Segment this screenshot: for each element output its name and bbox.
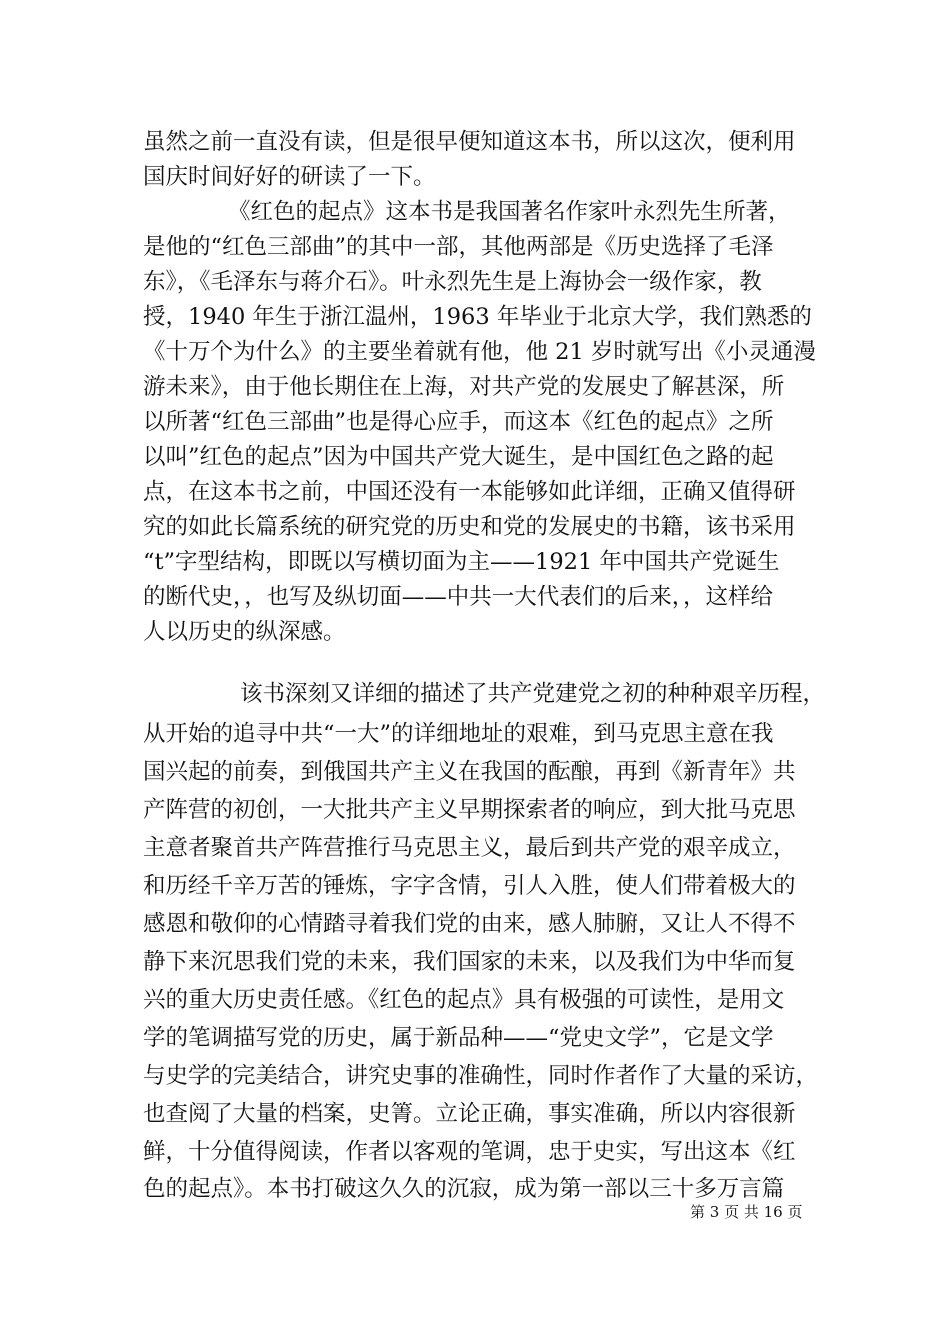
body-line: 点，在这本书之前，中国还没有一本能够如此详细，正确又值得研 xyxy=(143,479,796,505)
body-line: 人以历史的纵深感。 xyxy=(143,619,346,645)
body-line: 产阵营的初创，一大批共产主义早期探索者的响应，到大批马克思 xyxy=(143,797,796,823)
body-line: 虽然之前一直没有读，但是很早便知道这本书，所以这次，便利用 xyxy=(143,129,796,155)
body-line: 主意者聚首共产阵营推行马克思主义，最后到共产党的艰辛成立， xyxy=(143,835,796,861)
body-line: 东》，《毛泽东与蒋介石》。叶永烈先生是上海协会一级作家，教 xyxy=(143,269,762,295)
body-line: 色的起点》。本书打破这久久的沉寂，成为第一部以三十多万言篇 xyxy=(143,1176,785,1202)
body-line: 究的如此长篇系统的研究党的历史和党的发展史的书籍，该书采用 xyxy=(143,514,796,540)
body-line: 以叫”红色的起点”因为中国共产党大诞生，是中国红色之路的起 xyxy=(143,444,774,470)
body-line: 的断代史，，也写及纵切面——中共一大代表们的后来，，这样给 xyxy=(143,584,774,610)
body-line: 国庆时间好好的研读了一下。 xyxy=(143,164,436,190)
body-line: 兴的重大历史责任感。《红色的起点》具有极强的可读性，是用文 xyxy=(143,987,785,1013)
paragraph-start-line: 《红色的起点》这本书是我国著名作家叶永烈先生所著， xyxy=(228,199,791,225)
body-line: 鲜，十分值得阅读，作者以客观的笔调，忠于史实，写出这本《红 xyxy=(143,1139,796,1165)
body-line: 授，1940 年生于浙江温州，1963 年毕业于北京大学，我们熟悉的 xyxy=(143,304,812,330)
paragraph-start-line: 该书深刻又详细的描述了共产党建党之初的种种艰辛历程， xyxy=(240,681,826,707)
body-line: 与史学的完美结合，讲究史事的准确性，同时作者作了大量的采访， xyxy=(143,1063,819,1089)
body-line: 是他的“红色三部曲”的其中一部，其他两部是《历史选择了毛泽 xyxy=(143,234,774,260)
body-line: 学的笔调描写党的历史，属于新品种——“党史文学”，它是文学 xyxy=(143,1025,774,1051)
body-line: “t”字型结构，即既以写横切面为主——1921 年中国共产党诞生 xyxy=(143,549,780,575)
body-line: 和历经千辛万苦的锤炼，字字含情，引人入胜，使人们带着极大的 xyxy=(143,873,796,899)
body-line: 静下来沉思我们党的未来，我们国家的未来，以及我们为中华而复 xyxy=(143,949,796,975)
body-line: 国兴起的前奏，到俄国共产主义在我国的酝酿，再到《新青年》共 xyxy=(143,759,796,785)
body-line: 游未来》，由于他长期住在上海，对共产党的发展史了解甚深，所 xyxy=(143,374,785,400)
body-line: 也查阅了大量的档案，史箐。立论正确，事实准确，所以内容很新 xyxy=(143,1101,796,1127)
body-line: 以所著“红色三部曲”也是得心应手，而这本《红色的起点》之所 xyxy=(143,409,774,435)
body-line: 《十万个为什么》的主要坐着就有他，他 21 岁时就写出《小灵通漫 xyxy=(143,339,816,365)
page-number-footer: 第 3 页 共 16 页 xyxy=(690,1203,803,1221)
body-line: 感恩和敬仰的心情踏寻着我们党的由来，感人肺腑，又让人不得不 xyxy=(143,911,796,937)
body-line: 从开始的追寻中共“一大”的详细地址的艰难，到马克思主意在我 xyxy=(143,721,774,747)
